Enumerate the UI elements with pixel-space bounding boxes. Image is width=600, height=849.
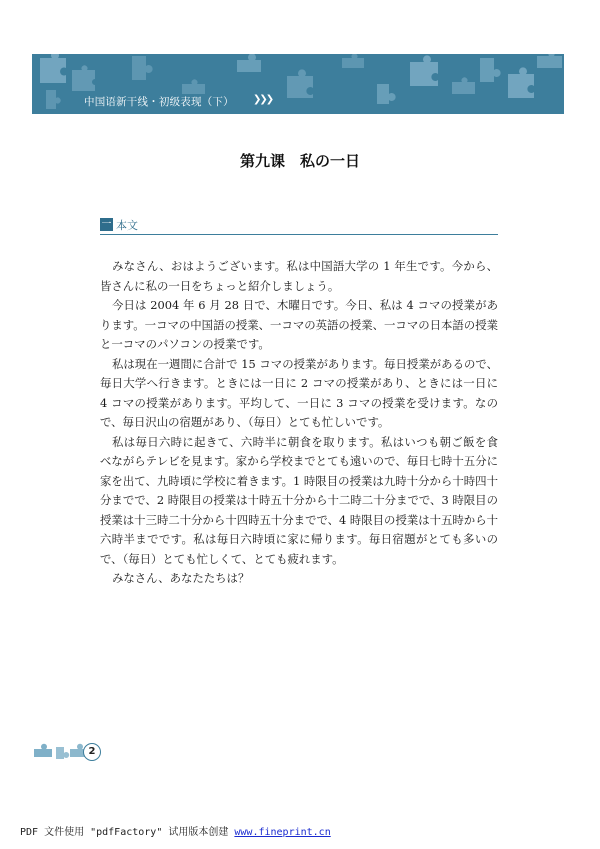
paragraph-4: 私は毎日六時に起きて、六時半に朝食を取ります。私はいつも朝ご飯を食べながらテレビを見ます。家から学校までとても遠いので、毎日七時十五分に家を出て、九時頃に学校に着きます。1 時限目の授業は九時十分から十時四十分までで、2 時限目の授業は十時五十分から十二時二十分までで、3 時限目の授業は十三時二十分から十四時五十分までで、4 時限目の授業は十五時から十六時半までです。私は毎日六時頃に家に帰ります。毎日宿題がとても多いので、（毎日）とても忙しくて、とても疲れます。 [100,434,498,566]
chevron-right-icon: ❯❯❯ [253,94,273,105]
lesson-body-text [100,257,498,589]
section-marker: 一 [101,219,112,230]
paragraph-1: みなさん、おはようございます。私は中国語大学の 1 年生です。今から、皆さんに私の一日をちょっと紹介しましょう。 [100,259,498,293]
chapter-title: 第九课 私の一日 [239,152,360,170]
paragraph-3: 私は現在一週間に合計で 15 コマの授業があります。毎日授業があるので、毎日大学へ行きます。ときには一日に 2 コマの授業があり、ときには一日に 4 コマの授業があります。平均して、一日に 3 コマの授業を受けます。なので、毎日沢山の宿題があり、（毎日）とても忙しいです。 [100,356,498,429]
section-header [100,216,498,235]
series-title: 中国语新干线・初级表现（下） [84,96,234,108]
section-label: 本文 [116,219,138,232]
paragraph-5: みなさん、あなたたちは？ [111,571,250,585]
pdf-notice-text: PDF 文件使用 "pdfFactory" 试用版本创建 [20,827,235,838]
paragraph-2: 今日は 2004 年 6 月 28 日で、木曜日です。今日、私は 4 コマの授業があります。一コマの中国語の授業、一コマの英語の授業、一コマの日本語の授業と一コマのパソコンの授業です。 [100,298,498,351]
pdf-creator-notice [20,823,331,838]
page-number: 2 [83,743,101,761]
fineprint-link[interactable]: www.fineprint.cn [234,827,331,838]
header-banner [32,54,564,114]
